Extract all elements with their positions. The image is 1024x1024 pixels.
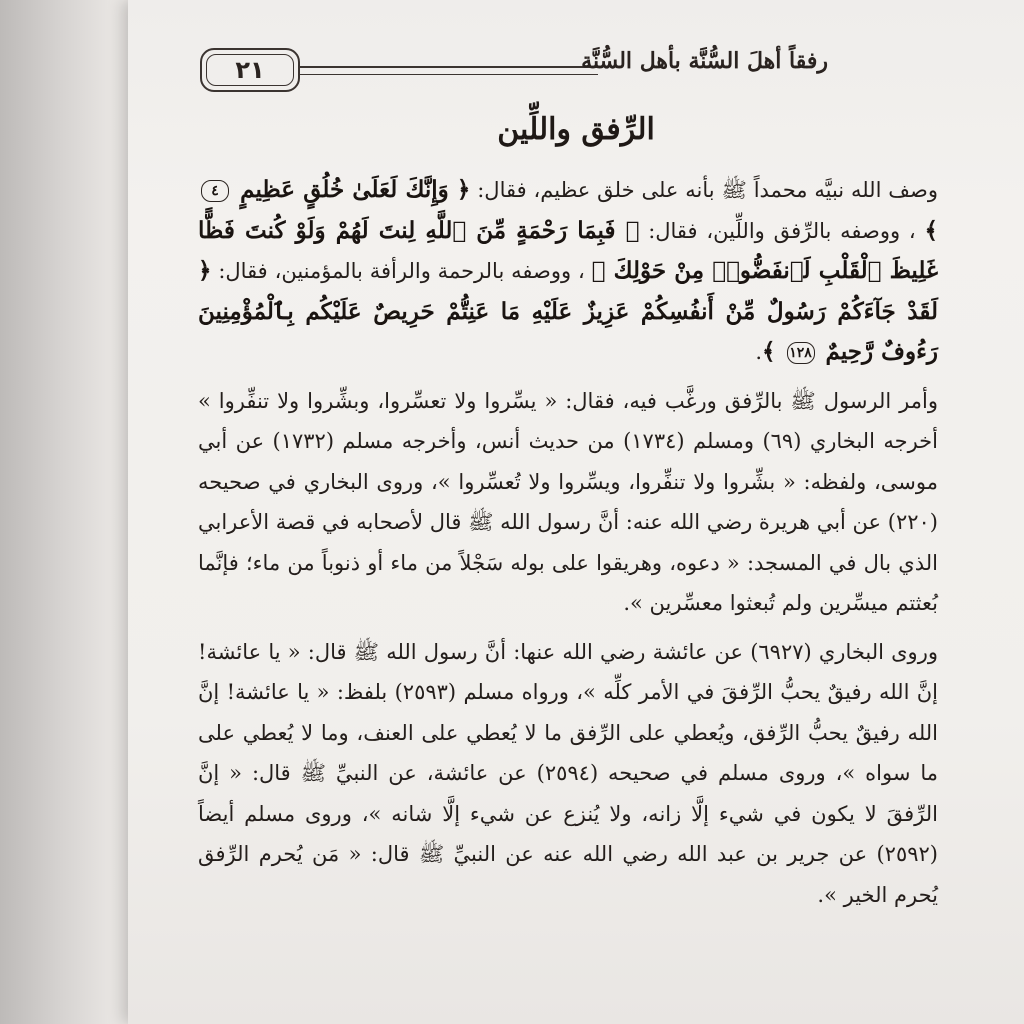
ayah-number-marker: ٤ xyxy=(201,180,229,202)
quran-verse-close: ﴾ xyxy=(924,216,938,244)
running-title: رفقاً أهلَ السُّنَّة بأهل السُّنَّة xyxy=(581,48,828,74)
ayah-number-marker: ١٢٨ xyxy=(787,342,815,364)
paragraph-3: وروى البخاري (٦٩٢٧) عن عائشة رضي الله عنها: أنَّ رسول الله ﷺ قال: « يا عائشة! إنَّ الله رفيقٌ يحبُّ الرِّفقَ في الأمر كلِّه »، ورواه مسلم (٢٥٩٣) بلفظ: « يا عائشة! إنَّ الله رفيقٌ يحبُّ الرِّفق، ويُعطي على الرِّفق ما لا يُعطي على العنف، وما لا يُعطي على ما سواه »، وروى مسلم في صحيحه (٢٥٩٤) عن عائشة، عن النبيِّ ﷺ قال: « إنَّ الرِّفقَ لا يكون في شيء إلَّا زانه، ولا يُنزع عن شيء إلَّا شانه »، وروى مسلم أيضاً (٢٥٩٢) عن جرير بن عبد الله رضي الله عنه عن النبيِّ ﷺ قال: « مَن يُحرم الرِّفق يُحرم الخير ». xyxy=(198,639,938,907)
page-header xyxy=(200,44,828,94)
text-run: ، ووصفه بالرِّفق واللِّين، فقال: xyxy=(639,218,916,243)
quran-verse-close: ﴾ xyxy=(762,338,784,365)
page-number-frame xyxy=(200,48,300,92)
text-run: ، ووصفه بالرحمة والرأفة بالمؤمنين، فقال: xyxy=(211,259,585,283)
text-run: . xyxy=(755,340,763,364)
quran-verse: ﴿ فَبِمَا رَحْمَةٍ مِّنَ ٱللَّهِ لِنتَ لَهُمْ وَلَوْ كُنتَ فَظًّا غَلِيظَ ٱلْقَلْبِ لَٱنفَضُّوا۟ مِنْ حَوْلِكَ ﴾ xyxy=(198,216,938,284)
quran-verse-text: ﴿ وَإِنَّكَ لَعَلَىٰ خُلُقٍ عَظِيمٍ xyxy=(232,176,471,203)
header-rule xyxy=(298,66,598,75)
page-number: ٢١ xyxy=(235,56,265,84)
paragraph-2: وأمر الرسول ﷺ بالرِّفق ورغَّب فيه، فقال: « يسِّروا ولا تعسِّروا، وبشِّروا ولا تنفِّروا » أخرجه البخاري (٦٩) ومسلم (١٧٣٤) من حديث أنس، وأخرجه مسلم (١٧٣٢) عن أبي موسى، ولفظه: « بشِّروا ولا تنفِّروا، ويسِّروا ولا تُعسِّروا »، وروى البخاري في صحيحه (٢٢٠) عن أبي هريرة رضي الله عنه: أنَّ رسول الله ﷺ قال لأصحابه في قصة الأعرابي الذي بال في المسجد: « دعوه، وهريقوا على بوله سَجْلاً من ماء أو ذنوباً من ماء؛ فإنَّما بُعثتم ميسِّرين ولم تُبعثوا معسِّرين ». xyxy=(198,388,938,615)
paragraph-1 xyxy=(198,170,938,373)
text-run: وصف الله نبيَّه محمداً ﷺ بأنه على خلق عظيم، فقال: xyxy=(470,178,938,202)
body-text xyxy=(198,170,938,915)
quran-verse-text: ﴿ لَقَدْ جَآءَكُمْ رَسُولٌ مِّنْ أَنفُسِكُمْ عَزِيزٌ عَلَيْهِ مَا عَنِتُّمْ حَرِيصٌ عَلَيْكُم بِٱلْمُؤْمِنِينَ رَءُوفٌ رَّحِيمٌ xyxy=(198,257,938,365)
section-title: الرِّفق واللِّين xyxy=(497,112,655,147)
